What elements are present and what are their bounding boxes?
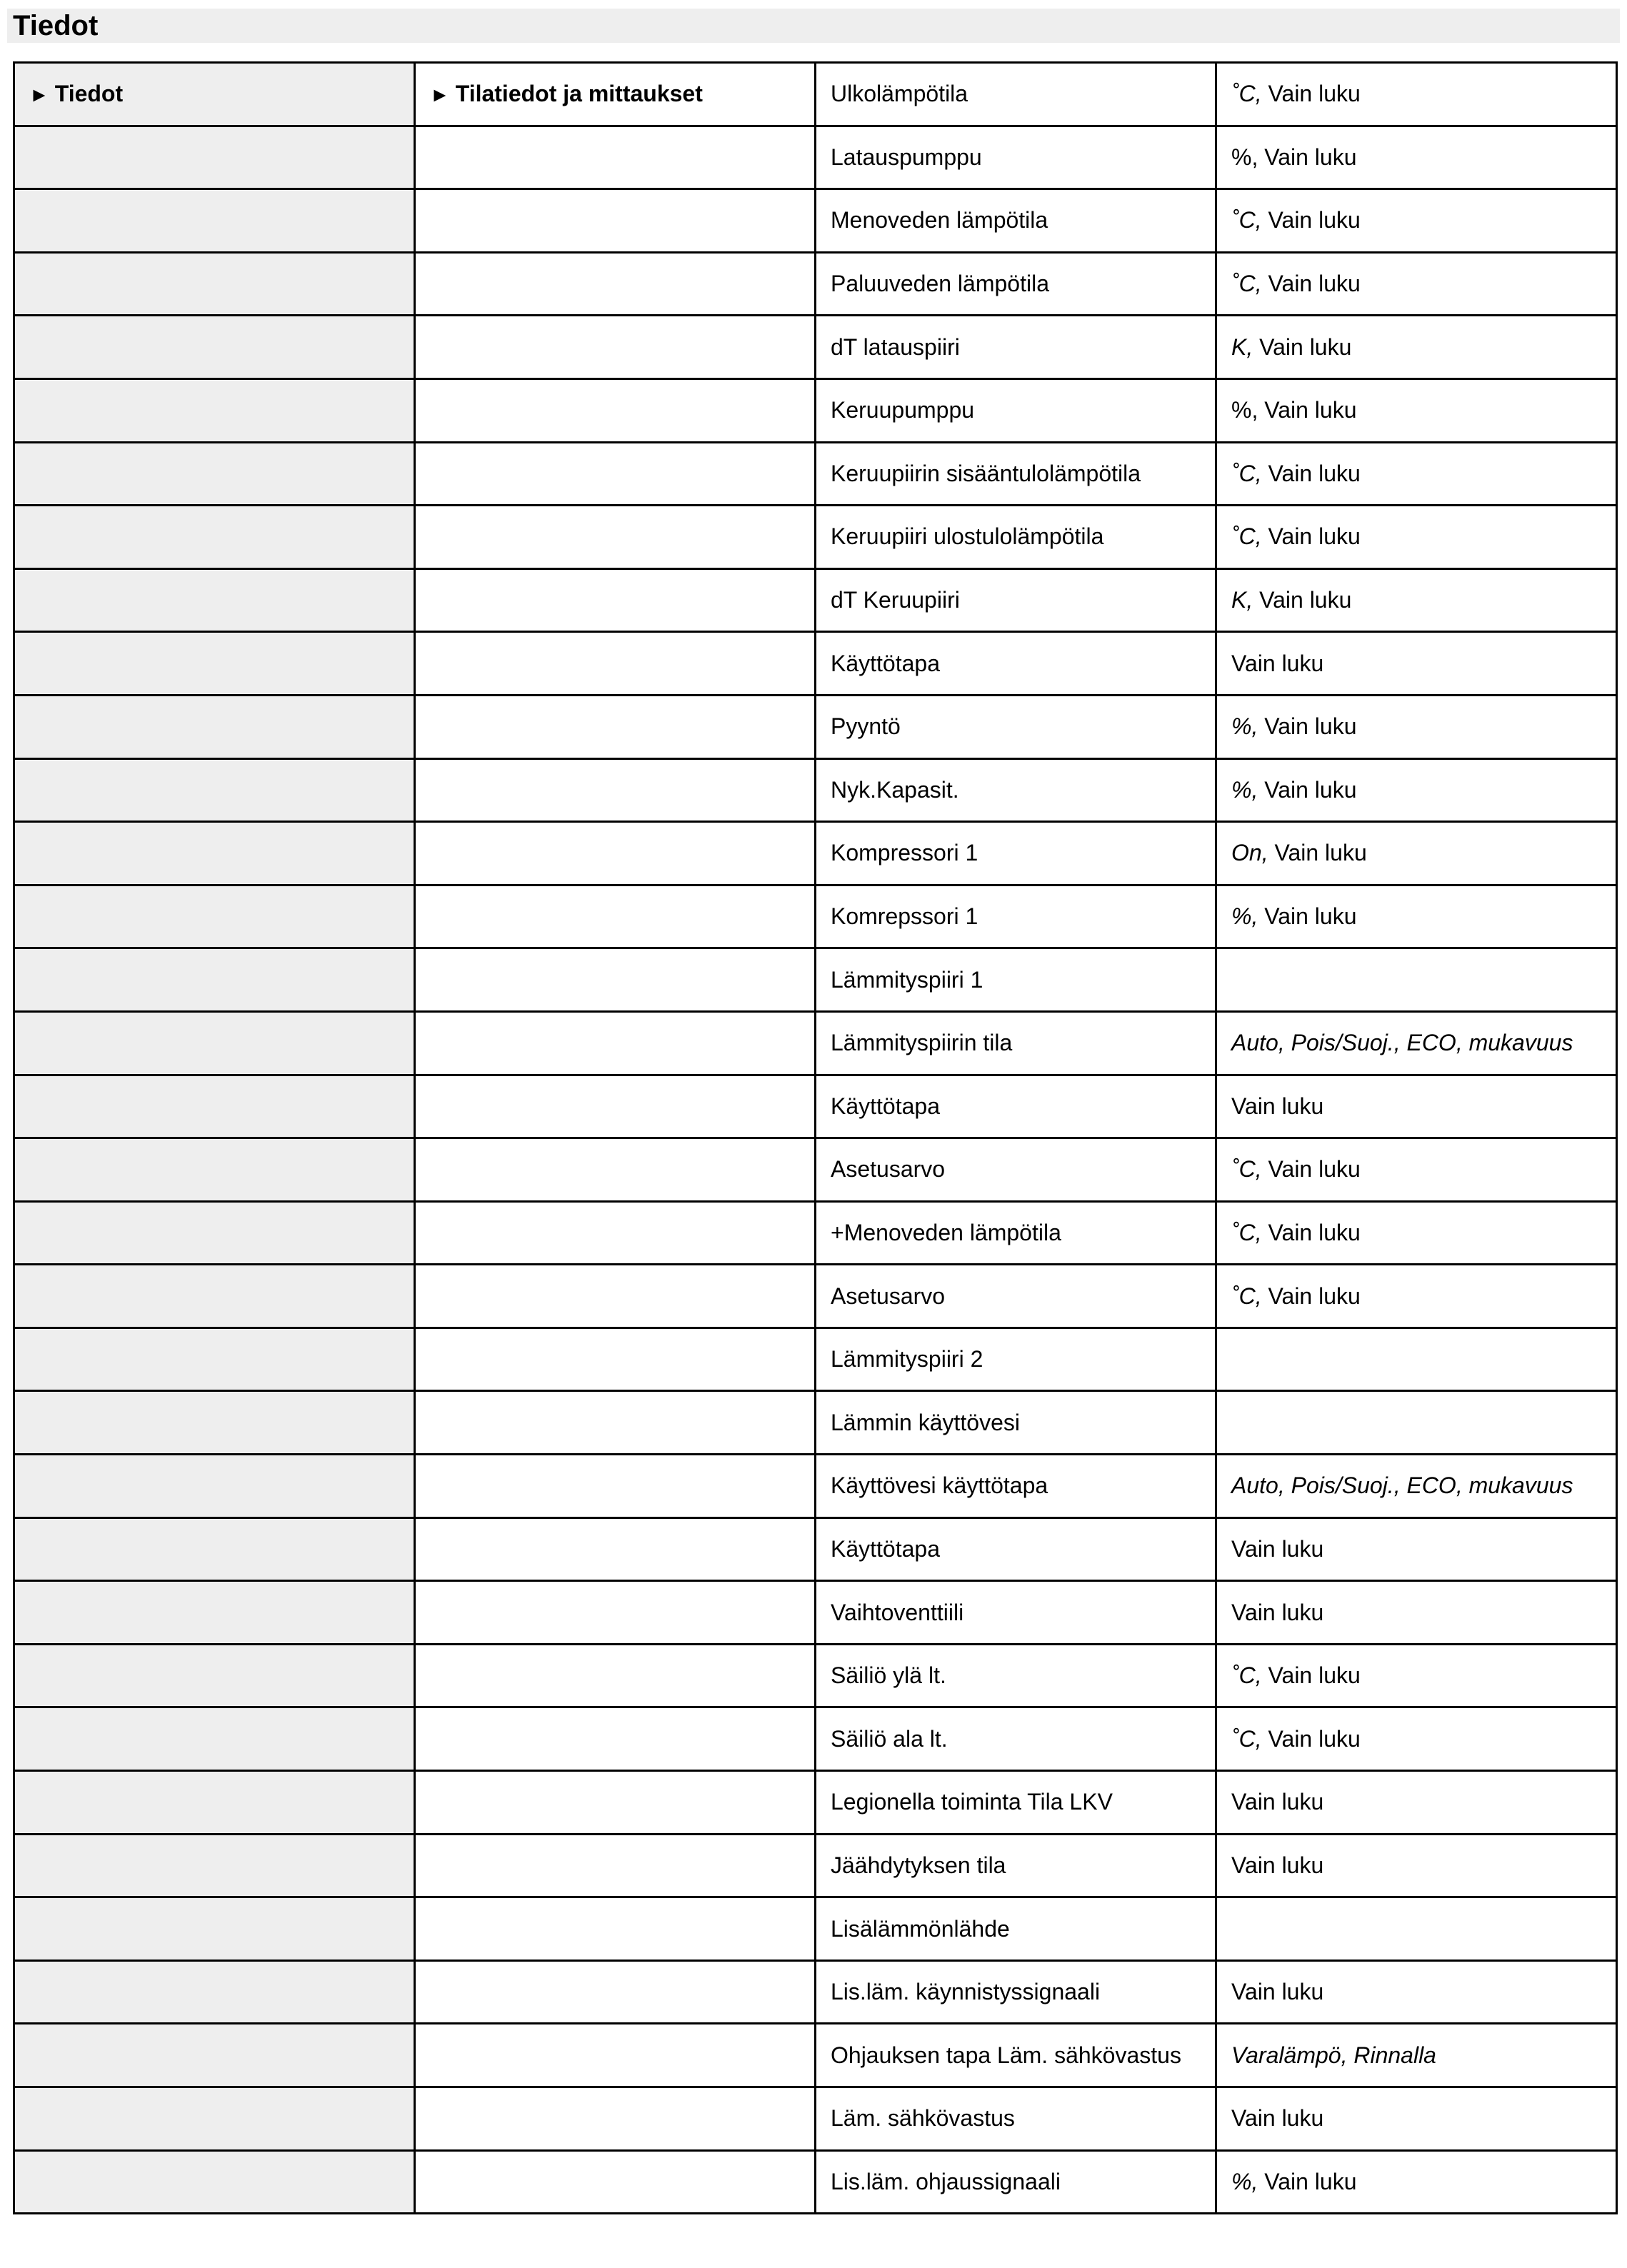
- unit-text: ˚C,: [1231, 271, 1262, 297]
- access-text: Vain luku: [1231, 1789, 1324, 1815]
- table-row: [14, 1517, 1617, 1581]
- parameter-value-info: [1216, 1644, 1617, 1707]
- parameter-label: Keruupumppu: [816, 378, 1216, 442]
- access-text: Vain luku: [1258, 397, 1357, 423]
- empty-cell: [415, 316, 816, 379]
- empty-cell: [14, 189, 415, 253]
- empty-cell: [14, 1771, 415, 1835]
- empty-cell: [14, 1960, 415, 2024]
- table-row: [14, 189, 1617, 253]
- parameter-value-info: [1216, 1328, 1617, 1391]
- parameter-label: +Menoveden lämpötila: [816, 1201, 1216, 1265]
- table-row: [14, 695, 1617, 758]
- access-text: Vain luku: [1258, 776, 1357, 803]
- parameter-value-info: [1216, 2087, 1617, 2151]
- parameter-label: Keruupiirin sisääntulolämpötila: [816, 442, 1216, 506]
- empty-cell: [415, 568, 816, 632]
- table-row: [14, 1328, 1617, 1391]
- parameter-value-info: [1216, 1771, 1617, 1835]
- empty-cell: [14, 378, 415, 442]
- table-row: [14, 63, 1617, 126]
- unit-text: On,: [1231, 840, 1268, 866]
- parameter-value-info: [1216, 1897, 1617, 1961]
- empty-cell: [415, 1834, 816, 1897]
- unit-text: K,: [1231, 587, 1253, 613]
- empty-cell: [415, 1391, 816, 1455]
- empty-cell: [14, 2087, 415, 2151]
- empty-cell: [415, 442, 816, 506]
- table-row: [14, 506, 1617, 569]
- table-row: [14, 885, 1617, 948]
- unit-text: %,: [1231, 2168, 1258, 2194]
- access-text: Vain luku: [1253, 333, 1352, 360]
- empty-cell: [14, 1201, 415, 1265]
- empty-cell: [14, 1011, 415, 1075]
- parameter-table-body: [14, 63, 1617, 2214]
- parameter-value-info: [1216, 252, 1617, 316]
- parameter-value-info: [1216, 2024, 1617, 2087]
- empty-cell: [415, 1707, 816, 1771]
- empty-cell: [415, 2150, 816, 2214]
- unit-text: ˚C,: [1231, 1662, 1262, 1689]
- unit-text: Varalämpö, Rinnalla: [1231, 2042, 1436, 2068]
- empty-cell: [14, 1075, 415, 1138]
- parameter-label: Ohjauksen tapa Läm. sähkövastus: [816, 2024, 1216, 2087]
- empty-cell: [415, 1960, 816, 2024]
- parameter-value-info: [1216, 1391, 1617, 1455]
- empty-cell: [14, 1328, 415, 1391]
- unit-text: %,: [1231, 713, 1258, 740]
- access-text: Vain luku: [1258, 2168, 1357, 2194]
- parameter-value-info: [1216, 442, 1617, 506]
- unit-text: ˚C,: [1231, 207, 1262, 234]
- empty-cell: [14, 1517, 415, 1581]
- parameter-label: Kompressori 1: [816, 822, 1216, 885]
- empty-cell: [14, 506, 415, 569]
- access-text: Vain luku: [1258, 903, 1357, 930]
- unit-text: %,: [1231, 776, 1258, 803]
- access-text: Vain luku: [1231, 1979, 1324, 2005]
- table-row: [14, 2150, 1617, 2214]
- table-row: [14, 2087, 1617, 2151]
- empty-cell: [415, 2087, 816, 2151]
- empty-cell: [14, 1897, 415, 1961]
- parameter-label: Menoveden lämpötila: [816, 189, 1216, 253]
- empty-cell: [14, 442, 415, 506]
- table-row: [14, 126, 1617, 189]
- table-row: [14, 1075, 1617, 1138]
- parameter-value-info: [1216, 1960, 1617, 2024]
- table-row: [14, 1771, 1617, 1835]
- empty-cell: [14, 252, 415, 316]
- empty-cell: [14, 1265, 415, 1328]
- table-row: [14, 2024, 1617, 2087]
- access-text: Vain luku: [1231, 1599, 1324, 1625]
- empty-cell: [415, 822, 816, 885]
- parameter-label: dT latauspiiri: [816, 316, 1216, 379]
- parameter-value-info: [1216, 1011, 1617, 1075]
- empty-cell: [14, 1138, 415, 1202]
- parameter-label: Läm. sähkövastus: [816, 2087, 1216, 2151]
- parameter-label: Lämmityspiiri 1: [816, 948, 1216, 1012]
- access-text: Vain luku: [1261, 460, 1361, 486]
- unit-text: %,: [1231, 397, 1258, 423]
- empty-cell: [14, 316, 415, 379]
- empty-cell: [415, 189, 816, 253]
- parameter-value-info: [1216, 1707, 1617, 1771]
- access-text: Vain luku: [1231, 1093, 1324, 1119]
- parameter-label: Lis.läm. käynnistyssignaali: [816, 1960, 1216, 2024]
- empty-cell: [14, 126, 415, 189]
- empty-cell: [415, 1011, 816, 1075]
- parameter-label: Vaihtoventtiili: [816, 1581, 1216, 1645]
- menu-level-1-label: Tiedot: [54, 81, 124, 107]
- parameter-table: [13, 61, 1618, 2214]
- empty-cell: [14, 1707, 415, 1771]
- empty-cell: [14, 1581, 415, 1645]
- table-row: [14, 1707, 1617, 1771]
- empty-cell: [14, 695, 415, 758]
- access-text: Vain luku: [1261, 207, 1361, 234]
- table-row: [14, 758, 1617, 822]
- empty-cell: [415, 126, 816, 189]
- access-text: Vain luku: [1258, 144, 1357, 170]
- empty-cell: [14, 632, 415, 696]
- empty-cell: [415, 695, 816, 758]
- page-title: Tiedot: [7, 9, 1620, 43]
- access-text: Vain luku: [1261, 271, 1361, 297]
- empty-cell: [415, 1201, 816, 1265]
- parameter-label: Lis.läm. ohjaussignaali: [816, 2150, 1216, 2214]
- empty-cell: [14, 885, 415, 948]
- table-row: [14, 1960, 1617, 2024]
- empty-cell: [14, 1391, 415, 1455]
- table-row: [14, 822, 1617, 885]
- table-row: [14, 1897, 1617, 1961]
- access-text: Vain luku: [1261, 1283, 1361, 1309]
- empty-cell: [415, 1771, 816, 1835]
- parameter-label: Säiliö ala lt.: [816, 1707, 1216, 1771]
- parameter-value-info: [1216, 948, 1617, 1012]
- unit-text: %,: [1231, 144, 1258, 170]
- unit-text: Auto, Pois/Suoj., ECO, mukavuus: [1231, 1030, 1573, 1056]
- parameter-label: Latauspumppu: [816, 126, 1216, 189]
- empty-cell: [14, 568, 415, 632]
- unit-text: ˚C,: [1231, 81, 1262, 107]
- parameter-label: Nyk.Kapasit.: [816, 758, 1216, 822]
- parameter-value-info: [1216, 632, 1617, 696]
- empty-cell: [415, 2024, 816, 2087]
- access-text: Vain luku: [1258, 713, 1357, 740]
- table-row: [14, 378, 1617, 442]
- menu-level-1-cell: [14, 63, 415, 126]
- table-row: [14, 442, 1617, 506]
- menu-level-2-cell: [415, 63, 816, 126]
- parameter-value-info: [1216, 506, 1617, 569]
- access-text: Vain luku: [1268, 840, 1367, 866]
- access-text: Vain luku: [1261, 1156, 1361, 1183]
- empty-cell: [14, 822, 415, 885]
- parameter-label: Lämmityspiirin tila: [816, 1011, 1216, 1075]
- unit-text: Auto, Pois/Suoj., ECO, mukavuus: [1231, 1472, 1573, 1499]
- parameter-label: Keruupiiri ulostulolämpötila: [816, 506, 1216, 569]
- table-row: [14, 1265, 1617, 1328]
- empty-cell: [415, 1897, 816, 1961]
- empty-cell: [14, 2150, 415, 2214]
- empty-cell: [14, 1644, 415, 1707]
- parameter-value-info: [1216, 378, 1617, 442]
- table-row: [14, 948, 1617, 1012]
- menu-level-2-label: Tilatiedot ja mittaukset: [455, 81, 703, 107]
- arrow-right-icon: ►: [29, 84, 49, 106]
- parameter-value-info: [1216, 1265, 1617, 1328]
- parameter-label: Pyyntö: [816, 695, 1216, 758]
- access-text: Vain luku: [1261, 1662, 1361, 1689]
- empty-cell: [415, 1328, 816, 1391]
- access-text: Vain luku: [1261, 1725, 1361, 1752]
- table-row: [14, 1834, 1617, 1897]
- table-row: [14, 1391, 1617, 1455]
- parameter-label: Legionella toiminta Tila LKV: [816, 1771, 1216, 1835]
- parameter-label: Ulkolämpötila: [816, 63, 1216, 126]
- table-row: [14, 1011, 1617, 1075]
- parameter-value-info: [1216, 822, 1617, 885]
- parameter-value-info: [1216, 1075, 1617, 1138]
- empty-cell: [415, 1581, 816, 1645]
- parameter-label: Asetusarvo: [816, 1138, 1216, 1202]
- parameter-value-info: [1216, 758, 1617, 822]
- empty-cell: [415, 506, 816, 569]
- empty-cell: [415, 1075, 816, 1138]
- empty-cell: [415, 252, 816, 316]
- access-text: Vain luku: [1231, 1852, 1324, 1878]
- parameter-label: Lämmityspiiri 2: [816, 1328, 1216, 1391]
- access-text: Vain luku: [1261, 81, 1361, 107]
- unit-text: %,: [1231, 903, 1258, 930]
- parameter-label: Käyttötapa: [816, 1517, 1216, 1581]
- unit-text: ˚C,: [1231, 460, 1262, 486]
- table-row: [14, 568, 1617, 632]
- parameter-value-info: [1216, 885, 1617, 948]
- access-text: Vain luku: [1231, 650, 1324, 676]
- parameter-label: Jäähdytyksen tila: [816, 1834, 1216, 1897]
- arrow-right-icon: ►: [430, 84, 450, 106]
- parameter-value-info: [1216, 1517, 1617, 1581]
- empty-cell: [14, 758, 415, 822]
- access-text: Vain luku: [1261, 523, 1361, 550]
- parameter-value-info: [1216, 568, 1617, 632]
- empty-cell: [415, 885, 816, 948]
- table-row: [14, 252, 1617, 316]
- parameter-value-info: [1216, 1455, 1617, 1518]
- unit-text: ˚C,: [1231, 1219, 1262, 1245]
- parameter-value-info: [1216, 63, 1617, 126]
- parameter-value-info: [1216, 316, 1617, 379]
- empty-cell: [14, 1834, 415, 1897]
- parameter-label: Lämmin käyttövesi: [816, 1391, 1216, 1455]
- parameter-label: Komrepssori 1: [816, 885, 1216, 948]
- unit-text: ˚C,: [1231, 1283, 1262, 1309]
- empty-cell: [415, 1517, 816, 1581]
- parameter-value-info: [1216, 1581, 1617, 1645]
- parameter-label: dT Keruupiiri: [816, 568, 1216, 632]
- empty-cell: [14, 2024, 415, 2087]
- unit-text: ˚C,: [1231, 1725, 1262, 1752]
- table-row: [14, 1644, 1617, 1707]
- access-text: Vain luku: [1253, 587, 1352, 613]
- parameter-label: Käyttötapa: [816, 632, 1216, 696]
- empty-cell: [14, 1455, 415, 1518]
- empty-cell: [415, 1265, 816, 1328]
- parameter-value-info: [1216, 2150, 1617, 2214]
- access-text: Vain luku: [1231, 1535, 1324, 1562]
- parameter-value-info: [1216, 1138, 1617, 1202]
- parameter-label: Käyttövesi käyttötapa: [816, 1455, 1216, 1518]
- table-row: [14, 632, 1617, 696]
- parameter-value-info: [1216, 126, 1617, 189]
- table-row: [14, 1138, 1617, 1202]
- access-text: Vain luku: [1231, 2105, 1324, 2132]
- parameter-label: Säiliö ylä lt.: [816, 1644, 1216, 1707]
- parameter-value-info: [1216, 189, 1617, 253]
- table-row: [14, 1201, 1617, 1265]
- unit-text: ˚C,: [1231, 523, 1262, 550]
- parameter-label: Asetusarvo: [816, 1265, 1216, 1328]
- table-row: [14, 316, 1617, 379]
- empty-cell: [415, 758, 816, 822]
- access-text: Vain luku: [1261, 1219, 1361, 1245]
- parameter-label: Paluuveden lämpötila: [816, 252, 1216, 316]
- empty-cell: [415, 948, 816, 1012]
- parameter-label: Käyttötapa: [816, 1075, 1216, 1138]
- empty-cell: [415, 1644, 816, 1707]
- empty-cell: [415, 378, 816, 442]
- empty-cell: [14, 948, 415, 1012]
- empty-cell: [415, 1455, 816, 1518]
- parameter-value-info: [1216, 695, 1617, 758]
- unit-text: K,: [1231, 333, 1253, 360]
- parameter-value-info: [1216, 1834, 1617, 1897]
- parameter-label: Lisälämmönlähde: [816, 1897, 1216, 1961]
- empty-cell: [415, 1138, 816, 1202]
- table-row: [14, 1455, 1617, 1518]
- parameter-value-info: [1216, 1201, 1617, 1265]
- empty-cell: [415, 632, 816, 696]
- unit-text: ˚C,: [1231, 1156, 1262, 1183]
- table-row: [14, 1581, 1617, 1645]
